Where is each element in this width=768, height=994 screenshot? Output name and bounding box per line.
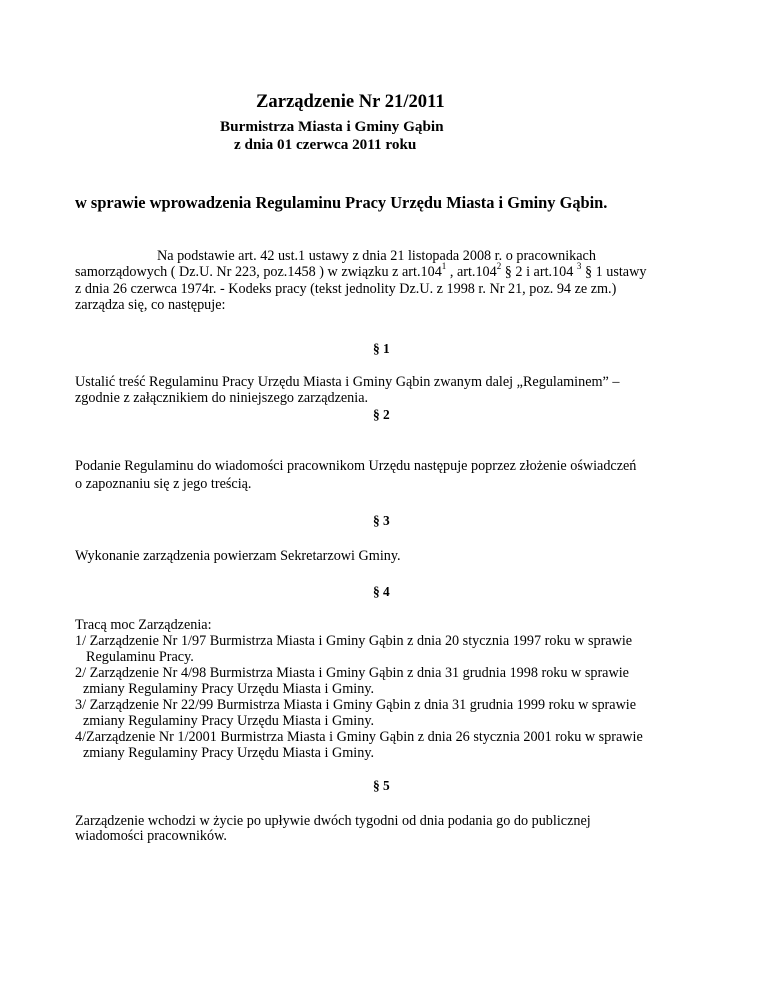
section-4-intro: Tracą moc Zarządzenia: — [75, 617, 212, 633]
repealed-item-4-line-2: zmiany Regulaminy Pracy Urzędu Miasta i Gminy. — [83, 745, 375, 761]
document-title: Zarządzenie Nr 21/2011 — [256, 91, 445, 112]
document-subject: w sprawie wprowadzenia Regulaminu Pracy Urzędu Miasta i Gminy Gąbin. — [75, 193, 608, 212]
repealed-item-4-line-1: 4/Zarządzenie Nr 1/2001 Burmistrza Miasta i Gminy Gąbin z dnia 26 stycznia 2001 roku w sprawie — [75, 729, 643, 745]
preamble-line-3: z dnia 26 czerwca 1974r. - Kodeks pracy (tekst jednolity Dz.U. z 1998 r. Nr 21, poz. 94 ze zm.) — [75, 281, 617, 297]
repealed-item-2-line-1: 2/ Zarządzenie Nr 4/98 Burmistrza Miasta i Gminy Gąbin z dnia 31 grudnia 1998 roku w sprawie — [75, 665, 629, 681]
section-1-line-2: zgodnie z załącznikiem do niniejszego zarządzenia. — [75, 390, 369, 406]
document-issuer: Burmistrza Miasta i Gminy Gąbin — [220, 118, 444, 135]
section-5-line-1: Zarządzenie wchodzi w życie po upływie dwóch tygodni od dnia podania go do publicznej — [75, 813, 591, 829]
preamble-line-4: zarządza się, co następuje: — [75, 297, 226, 313]
document-date: z dnia 01 czerwca 2011 roku — [234, 136, 417, 153]
section-3-heading: § 3 — [373, 513, 390, 528]
section-1-heading: § 1 — [373, 341, 390, 356]
section-2-line-1: Podanie Regulaminu do wiadomości pracownikom Urzędu następuje poprzez złożenie oświadczeń — [75, 458, 637, 474]
section-5-heading: § 5 — [373, 778, 390, 793]
section-2-heading: § 2 — [373, 407, 390, 422]
repealed-item-2-line-2: zmiany Regulaminy Pracy Urzędu Miasta i Gminy. — [83, 681, 375, 697]
repealed-item-1-line-2: Regulaminu Pracy. — [86, 649, 194, 665]
section-5-line-2: wiadomości pracowników. — [75, 828, 227, 844]
repealed-item-3-line-1: 3/ Zarządzenie Nr 22/99 Burmistrza Miasta i Gminy Gąbin z dnia 31 grudnia 1999 roku w sprawie — [75, 697, 637, 713]
repealed-item-3-line-2: zmiany Regulaminy Pracy Urzędu Miasta i Gminy. — [83, 713, 375, 729]
section-4-heading: § 4 — [373, 584, 390, 599]
section-1-line-1: Ustalić treść Regulaminu Pracy Urzędu Miasta i Gminy Gąbin zwanym dalej „Regulaminem” – — [75, 374, 620, 390]
repealed-item-1-line-1: 1/ Zarządzenie Nr 1/97 Burmistrza Miasta i Gminy Gąbin z dnia 20 stycznia 1997 roku w sprawie — [75, 633, 633, 649]
section-3-line-1: Wykonanie zarządzenia powierzam Sekretarzowi Gminy. — [75, 548, 401, 564]
section-2-line-2: o zapoznaniu się z jego treścią. — [75, 476, 252, 492]
preamble-line-1: Na podstawie art. 42 ust.1 ustawy z dnia 21 listopada 2008 r. o pracownikach — [157, 248, 596, 264]
preamble-line-2: samorządowych ( Dz.U. Nr 223, poz.1458 ) w związku z art.104$^1$ , art.104$^2$ § 2 i art.104 $^3$ § 1 ustawy — [75, 261, 647, 280]
